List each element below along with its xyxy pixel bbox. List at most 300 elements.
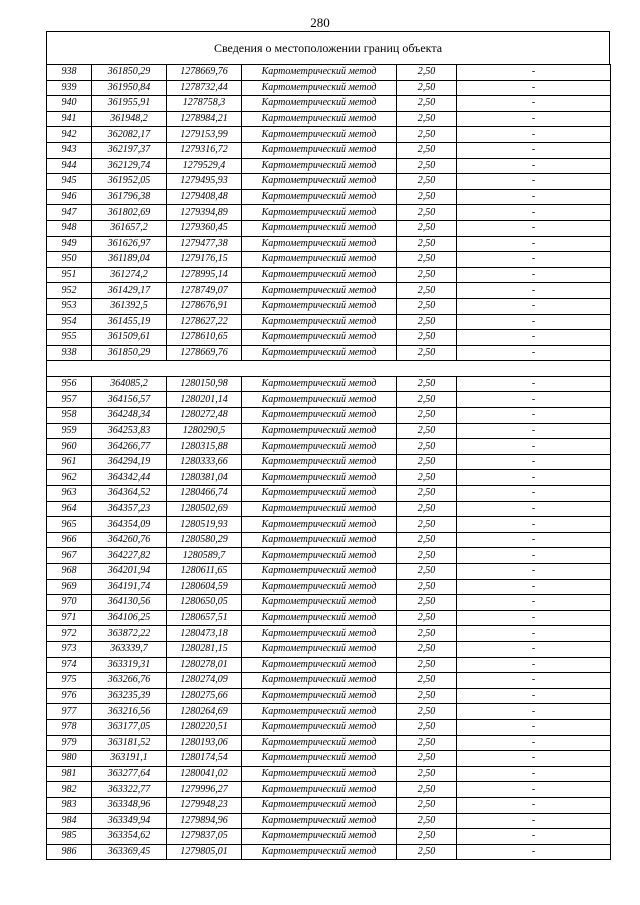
description-cell: -	[457, 673, 611, 689]
accuracy-cell: 2,50	[397, 111, 457, 127]
method-cell: Картометрический метод	[242, 236, 397, 252]
accuracy-cell: 2,50	[397, 470, 457, 486]
method-cell: Картометрический метод	[242, 751, 397, 767]
description-cell: -	[457, 158, 611, 174]
table-row	[47, 641, 611, 657]
coord-x-cell: 361802,69	[92, 205, 167, 221]
coord-y-cell: 1280281,15	[167, 641, 242, 657]
table-row	[47, 829, 611, 845]
method-cell: Картометрический метод	[242, 252, 397, 268]
point-number-cell: 965	[47, 517, 92, 533]
table-row	[47, 267, 611, 283]
coord-x-cell: 361429,17	[92, 283, 167, 299]
table-row	[47, 782, 611, 798]
description-cell: -	[457, 252, 611, 268]
coord-y-cell: 1280657,51	[167, 610, 242, 626]
description-cell: -	[457, 501, 611, 517]
coord-y-cell: 1280272,48	[167, 408, 242, 424]
coord-x-cell: 363354,62	[92, 829, 167, 845]
point-number-cell: 943	[47, 142, 92, 158]
method-cell: Картометрический метод	[242, 283, 397, 299]
coord-x-cell: 363349,94	[92, 813, 167, 829]
accuracy-cell: 2,50	[397, 641, 457, 657]
accuracy-cell: 2,50	[397, 96, 457, 112]
point-number-cell: 939	[47, 80, 92, 96]
coord-y-cell: 1278758,3	[167, 96, 242, 112]
method-cell: Картометрический метод	[242, 80, 397, 96]
point-number-cell: 938	[47, 65, 92, 81]
coord-x-cell: 364130,56	[92, 595, 167, 611]
method-cell: Картометрический метод	[242, 501, 397, 517]
coord-x-cell: 364201,94	[92, 564, 167, 580]
table-row	[47, 704, 611, 720]
method-cell: Картометрический метод	[242, 454, 397, 470]
coord-x-cell: 364294,19	[92, 454, 167, 470]
description-cell: -	[457, 376, 611, 392]
accuracy-cell: 2,50	[397, 610, 457, 626]
coord-y-cell: 1279153,99	[167, 127, 242, 143]
method-cell: Картометрический метод	[242, 735, 397, 751]
accuracy-cell: 2,50	[397, 220, 457, 236]
description-cell: -	[457, 579, 611, 595]
point-number-cell: 951	[47, 267, 92, 283]
table-row	[47, 65, 611, 81]
coord-y-cell: 1280041,02	[167, 766, 242, 782]
accuracy-cell: 2,50	[397, 719, 457, 735]
coord-x-cell: 363872,22	[92, 626, 167, 642]
accuracy-cell: 2,50	[397, 454, 457, 470]
method-cell: Картометрический метод	[242, 205, 397, 221]
coord-y-cell: 1280315,88	[167, 439, 242, 455]
coord-y-cell: 1280502,69	[167, 501, 242, 517]
description-cell: -	[457, 142, 611, 158]
table-row	[47, 96, 611, 112]
table-title: Сведения о местоположении границ объекта	[46, 31, 610, 64]
description-cell: -	[457, 797, 611, 813]
method-cell: Картометрический метод	[242, 486, 397, 502]
coord-y-cell: 1280611,65	[167, 564, 242, 580]
table-row	[47, 283, 611, 299]
coord-y-cell: 1280580,29	[167, 532, 242, 548]
point-number-cell: 955	[47, 330, 92, 346]
description-cell: -	[457, 96, 611, 112]
table-row	[47, 532, 611, 548]
table-row	[47, 766, 611, 782]
accuracy-cell: 2,50	[397, 704, 457, 720]
coord-y-cell: 1279408,48	[167, 189, 242, 205]
point-number-cell: 964	[47, 501, 92, 517]
accuracy-cell: 2,50	[397, 142, 457, 158]
accuracy-cell: 2,50	[397, 564, 457, 580]
point-number-cell: 970	[47, 595, 92, 611]
table-row	[47, 454, 611, 470]
point-number-cell: 979	[47, 735, 92, 751]
table-row	[47, 127, 611, 143]
method-cell: Картометрический метод	[242, 127, 397, 143]
coord-y-cell: 1278732,44	[167, 80, 242, 96]
accuracy-cell: 2,50	[397, 486, 457, 502]
coord-y-cell: 1279948,23	[167, 797, 242, 813]
coord-x-cell: 364342,44	[92, 470, 167, 486]
point-number-cell: 960	[47, 439, 92, 455]
method-cell: Картометрический метод	[242, 688, 397, 704]
table-row	[47, 548, 611, 564]
separator-cell	[47, 361, 611, 377]
description-cell: -	[457, 532, 611, 548]
description-cell: -	[457, 205, 611, 221]
coord-x-cell: 361274,2	[92, 267, 167, 283]
table-row	[47, 314, 611, 330]
point-number-cell: 985	[47, 829, 92, 845]
accuracy-cell: 2,50	[397, 844, 457, 860]
coord-x-cell: 362197,37	[92, 142, 167, 158]
table-row	[47, 517, 611, 533]
description-cell: -	[457, 704, 611, 720]
coord-y-cell: 1280381,04	[167, 470, 242, 486]
description-cell: -	[457, 782, 611, 798]
point-number-cell: 984	[47, 813, 92, 829]
method-cell: Картометрический метод	[242, 96, 397, 112]
accuracy-cell: 2,50	[397, 345, 457, 361]
method-cell: Картометрический метод	[242, 330, 397, 346]
coord-x-cell: 364227,82	[92, 548, 167, 564]
coord-y-cell: 1279495,93	[167, 174, 242, 190]
table-row	[47, 376, 611, 392]
coord-x-cell: 363339,7	[92, 641, 167, 657]
point-number-cell: 986	[47, 844, 92, 860]
table-row	[47, 205, 611, 221]
coord-x-cell: 364354,09	[92, 517, 167, 533]
accuracy-cell: 2,50	[397, 657, 457, 673]
point-number-cell: 958	[47, 408, 92, 424]
table-row	[47, 719, 611, 735]
method-cell: Картометрический метод	[242, 298, 397, 314]
description-cell: -	[457, 844, 611, 860]
table-row	[47, 330, 611, 346]
table-row	[47, 158, 611, 174]
table-body	[47, 65, 611, 860]
coord-x-cell: 363191,1	[92, 751, 167, 767]
accuracy-cell: 2,50	[397, 439, 457, 455]
description-cell: -	[457, 454, 611, 470]
accuracy-cell: 2,50	[397, 829, 457, 845]
coord-y-cell: 1278669,76	[167, 345, 242, 361]
method-cell: Картометрический метод	[242, 595, 397, 611]
table-row	[47, 423, 611, 439]
point-number-cell: 952	[47, 283, 92, 299]
coord-x-cell: 364156,57	[92, 392, 167, 408]
method-cell: Картометрический метод	[242, 829, 397, 845]
coord-y-cell: 1280473,18	[167, 626, 242, 642]
coordinates-table	[46, 64, 611, 860]
coord-y-cell: 1278995,14	[167, 267, 242, 283]
table-row	[47, 844, 611, 860]
point-number-cell: 968	[47, 564, 92, 580]
method-cell: Картометрический метод	[242, 408, 397, 424]
table-row	[47, 735, 611, 751]
coord-x-cell: 364106,25	[92, 610, 167, 626]
accuracy-cell: 2,50	[397, 127, 457, 143]
table-row	[47, 252, 611, 268]
method-cell: Картометрический метод	[242, 376, 397, 392]
method-cell: Картометрический метод	[242, 142, 397, 158]
point-number-cell: 975	[47, 673, 92, 689]
method-cell: Картометрический метод	[242, 641, 397, 657]
coord-x-cell: 363277,64	[92, 766, 167, 782]
accuracy-cell: 2,50	[397, 314, 457, 330]
point-number-cell: 976	[47, 688, 92, 704]
coord-y-cell: 1280275,66	[167, 688, 242, 704]
point-number-cell: 944	[47, 158, 92, 174]
coord-x-cell: 364248,34	[92, 408, 167, 424]
accuracy-cell: 2,50	[397, 298, 457, 314]
description-cell: -	[457, 423, 611, 439]
method-cell: Картометрический метод	[242, 766, 397, 782]
coord-x-cell: 362082,17	[92, 127, 167, 143]
coord-x-cell: 361955,91	[92, 96, 167, 112]
point-number-cell: 967	[47, 548, 92, 564]
coord-x-cell: 363369,45	[92, 844, 167, 860]
method-cell: Картометрический метод	[242, 314, 397, 330]
table-row	[47, 751, 611, 767]
table-row	[47, 626, 611, 642]
description-cell: -	[457, 595, 611, 611]
coord-x-cell: 361509,61	[92, 330, 167, 346]
accuracy-cell: 2,50	[397, 548, 457, 564]
description-cell: -	[457, 439, 611, 455]
coord-x-cell: 361950,84	[92, 80, 167, 96]
table-row	[47, 439, 611, 455]
method-cell: Картометрический метод	[242, 439, 397, 455]
accuracy-cell: 2,50	[397, 158, 457, 174]
point-number-cell: 954	[47, 314, 92, 330]
accuracy-cell: 2,50	[397, 595, 457, 611]
table-row	[47, 595, 611, 611]
table-row	[47, 501, 611, 517]
coord-x-cell: 363216,56	[92, 704, 167, 720]
method-cell: Картометрический метод	[242, 267, 397, 283]
coord-y-cell: 1280278,01	[167, 657, 242, 673]
method-cell: Картометрический метод	[242, 704, 397, 720]
coord-x-cell: 361626,97	[92, 236, 167, 252]
table-row	[47, 80, 611, 96]
description-cell: -	[457, 813, 611, 829]
description-cell: -	[457, 345, 611, 361]
method-cell: Картометрический метод	[242, 813, 397, 829]
accuracy-cell: 2,50	[397, 751, 457, 767]
method-cell: Картометрический метод	[242, 220, 397, 236]
method-cell: Картометрический метод	[242, 532, 397, 548]
point-number-cell: 974	[47, 657, 92, 673]
coord-y-cell: 1280290,5	[167, 423, 242, 439]
point-number-cell: 972	[47, 626, 92, 642]
accuracy-cell: 2,50	[397, 65, 457, 81]
method-cell: Картометрический метод	[242, 719, 397, 735]
accuracy-cell: 2,50	[397, 80, 457, 96]
coord-y-cell: 1279805,01	[167, 844, 242, 860]
table-row	[47, 236, 611, 252]
description-cell: -	[457, 641, 611, 657]
description-cell: -	[457, 766, 611, 782]
coord-y-cell: 1279360,45	[167, 220, 242, 236]
accuracy-cell: 2,50	[397, 330, 457, 346]
method-cell: Картометрический метод	[242, 392, 397, 408]
accuracy-cell: 2,50	[397, 174, 457, 190]
coord-x-cell: 363266,76	[92, 673, 167, 689]
description-cell: -	[457, 80, 611, 96]
coord-y-cell: 1279176,15	[167, 252, 242, 268]
point-number-cell: 957	[47, 392, 92, 408]
coord-x-cell: 363177,05	[92, 719, 167, 735]
point-number-cell: 973	[47, 641, 92, 657]
table-row	[47, 174, 611, 190]
accuracy-cell: 2,50	[397, 501, 457, 517]
accuracy-cell: 2,50	[397, 189, 457, 205]
point-number-cell: 962	[47, 470, 92, 486]
description-cell: -	[457, 65, 611, 81]
coord-x-cell: 363319,31	[92, 657, 167, 673]
separator-row	[47, 361, 611, 377]
table-row	[47, 345, 611, 361]
point-number-cell: 938	[47, 345, 92, 361]
method-cell: Картометрический метод	[242, 65, 397, 81]
description-cell: -	[457, 267, 611, 283]
point-number-cell: 941	[47, 111, 92, 127]
accuracy-cell: 2,50	[397, 626, 457, 642]
table-row	[47, 189, 611, 205]
coord-x-cell: 364364,52	[92, 486, 167, 502]
coord-x-cell: 363235,39	[92, 688, 167, 704]
description-cell: -	[457, 486, 611, 502]
description-cell: -	[457, 751, 611, 767]
table-row	[47, 111, 611, 127]
table-row	[47, 298, 611, 314]
method-cell: Картометрический метод	[242, 564, 397, 580]
table-row	[47, 813, 611, 829]
coord-y-cell: 1280264,69	[167, 704, 242, 720]
method-cell: Картометрический метод	[242, 579, 397, 595]
table-row	[47, 610, 611, 626]
coord-y-cell: 1280333,66	[167, 454, 242, 470]
table-row	[47, 657, 611, 673]
accuracy-cell: 2,50	[397, 283, 457, 299]
coord-y-cell: 1279529,4	[167, 158, 242, 174]
point-number-cell: 953	[47, 298, 92, 314]
coord-x-cell: 364085,2	[92, 376, 167, 392]
description-cell: -	[457, 688, 611, 704]
description-cell: -	[457, 111, 611, 127]
method-cell: Картометрический метод	[242, 844, 397, 860]
method-cell: Картометрический метод	[242, 423, 397, 439]
description-cell: -	[457, 657, 611, 673]
accuracy-cell: 2,50	[397, 392, 457, 408]
coord-x-cell: 361952,05	[92, 174, 167, 190]
coord-y-cell: 1278676,91	[167, 298, 242, 314]
description-cell: -	[457, 735, 611, 751]
description-cell: -	[457, 829, 611, 845]
table-row	[47, 579, 611, 595]
description-cell: -	[457, 314, 611, 330]
description-cell: -	[457, 610, 611, 626]
coord-x-cell: 361657,2	[92, 220, 167, 236]
accuracy-cell: 2,50	[397, 423, 457, 439]
description-cell: -	[457, 626, 611, 642]
table-row	[47, 486, 611, 502]
coord-y-cell: 1280604,59	[167, 579, 242, 595]
description-cell: -	[457, 564, 611, 580]
description-cell: -	[457, 517, 611, 533]
point-number-cell: 969	[47, 579, 92, 595]
coord-x-cell: 364357,23	[92, 501, 167, 517]
accuracy-cell: 2,50	[397, 782, 457, 798]
description-cell: -	[457, 408, 611, 424]
description-cell: -	[457, 548, 611, 564]
description-cell: -	[457, 174, 611, 190]
point-number-cell: 963	[47, 486, 92, 502]
description-cell: -	[457, 220, 611, 236]
table-row	[47, 408, 611, 424]
point-number-cell: 945	[47, 174, 92, 190]
point-number-cell: 982	[47, 782, 92, 798]
coord-y-cell: 1279837,05	[167, 829, 242, 845]
point-number-cell: 959	[47, 423, 92, 439]
coord-x-cell: 364260,76	[92, 532, 167, 548]
method-cell: Картометрический метод	[242, 657, 397, 673]
point-number-cell: 946	[47, 189, 92, 205]
accuracy-cell: 2,50	[397, 236, 457, 252]
accuracy-cell: 2,50	[397, 376, 457, 392]
point-number-cell: 940	[47, 96, 92, 112]
description-cell: -	[457, 298, 611, 314]
coord-y-cell: 1279477,38	[167, 236, 242, 252]
method-cell: Картометрический метод	[242, 626, 397, 642]
table-row	[47, 142, 611, 158]
accuracy-cell: 2,50	[397, 408, 457, 424]
coord-y-cell: 1279316,72	[167, 142, 242, 158]
description-cell: -	[457, 189, 611, 205]
accuracy-cell: 2,50	[397, 797, 457, 813]
table-row	[47, 797, 611, 813]
accuracy-cell: 2,50	[397, 579, 457, 595]
description-cell: -	[457, 127, 611, 143]
coord-x-cell: 361392,5	[92, 298, 167, 314]
point-number-cell: 977	[47, 704, 92, 720]
coord-x-cell: 361948,2	[92, 111, 167, 127]
coord-x-cell: 364266,77	[92, 439, 167, 455]
coord-y-cell: 1280150,98	[167, 376, 242, 392]
method-cell: Картометрический метод	[242, 189, 397, 205]
point-number-cell: 947	[47, 205, 92, 221]
coord-y-cell: 1278749,07	[167, 283, 242, 299]
coord-x-cell: 363348,96	[92, 797, 167, 813]
method-cell: Картометрический метод	[242, 345, 397, 361]
point-number-cell: 949	[47, 236, 92, 252]
method-cell: Картометрический метод	[242, 548, 397, 564]
accuracy-cell: 2,50	[397, 688, 457, 704]
coord-x-cell: 361850,29	[92, 65, 167, 81]
coord-x-cell: 364253,83	[92, 423, 167, 439]
accuracy-cell: 2,50	[397, 673, 457, 689]
method-cell: Картометрический метод	[242, 610, 397, 626]
method-cell: Картометрический метод	[242, 470, 397, 486]
point-number-cell: 961	[47, 454, 92, 470]
table-row	[47, 688, 611, 704]
method-cell: Картометрический метод	[242, 174, 397, 190]
coord-y-cell: 1278669,76	[167, 65, 242, 81]
point-number-cell: 956	[47, 376, 92, 392]
description-cell: -	[457, 392, 611, 408]
method-cell: Картометрический метод	[242, 673, 397, 689]
